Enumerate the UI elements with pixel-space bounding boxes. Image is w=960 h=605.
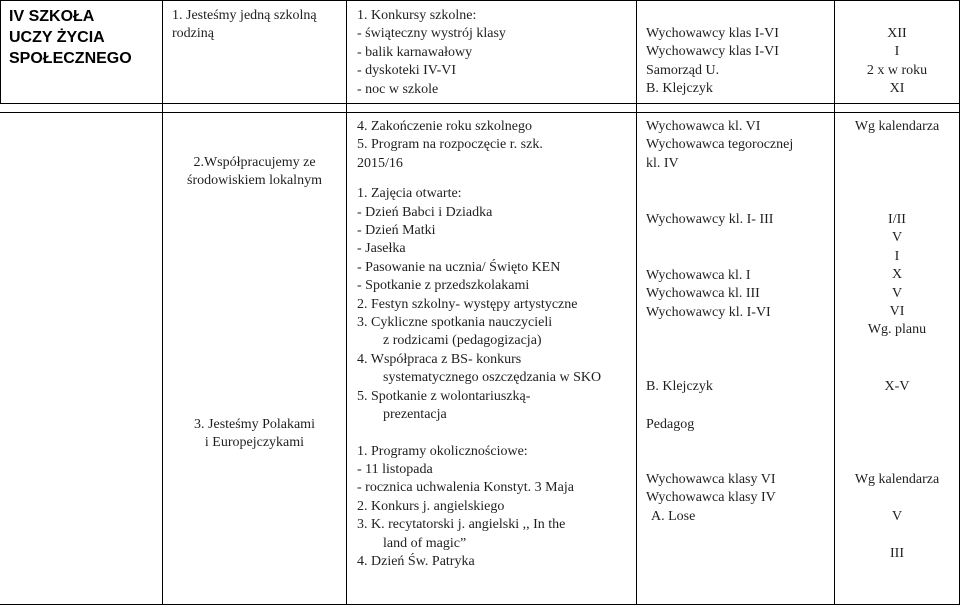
goal-community-cell: 2.Współpracujemy ze środowiskiem lokalnym: [187, 155, 322, 189]
schedule-list: I/II V I X V VI Wg. planu: [867, 212, 927, 338]
school-contests-cell: 1. Konkursy szkolne: - świąteczny wystrój klasy - balik karnawałowy - dyskoteki IV-VI - noc w szkole: [357, 8, 506, 97]
activities-cell: 4. Zakończenie roku szkolnego 5. Program na rozpoczęcie r. szk. 2015/16 1. Zajęcia otwarte: - Dzień Babci i Dziadka - Dzień Matki - Jasełka - Pasowanie na ucznia/ Święto KEN - Spotkanie z przedszkolakami 2. Festyn szkolny- występy artystyczne 3. Cykliczne spotkania nauczycieli z rodzicami (pedagogizacja) 4. Współpraca z BS- konkurs systematycznego oszczędzania w SKO 5. Spotkanie z wolontariuszką- prezentacja 1. Programy okolicznościowe: - 11 listopada - rocznica uchwalenia Konstyt. 3 Maja 2. Konkurs j. angielskiego 3. K. recytatorski j. angielski ,, In the land of magic” 4. Dzień Św. Patryka: [357, 119, 602, 569]
schedule-item: III: [890, 546, 904, 561]
responsible-cell-a: Wychowawca kl. VI Wychowawca tegorocznej kl. IV: [646, 119, 794, 171]
table-border-left: [0, 0, 1, 104]
responsible-cell-r1: Wychowawcy klas I-VI Wychowawcy klas I-VI Samorząd U. B. Klejczyk: [646, 26, 779, 97]
goal-polish-european-cell: 3. Jesteśmy Polakami i Europejczykami: [194, 417, 315, 451]
responsible-cell-c: Wychowawca klasy VI Wychowawca klasy IV A. Lose: [646, 472, 776, 524]
schedule-item: V: [891, 509, 903, 524]
row-divider: [0, 103, 960, 104]
responsible-item: B. Klejczyk: [646, 379, 713, 394]
responsible-list: Wychowawca kl. I Wychowawca kl. III Wychowawcy kl. I-VI: [646, 268, 771, 320]
column-divider: [162, 0, 163, 605]
responsible-item: Wychowawcy kl. I- III: [646, 212, 774, 227]
schedule-cell-r1: XII I 2 x w roku XI: [866, 26, 928, 97]
schedule-item: Wg kalendarza: [854, 119, 940, 134]
goal-family-cell: 1. Jesteśmy jedną szkolną rodziną: [172, 8, 317, 42]
column-divider: [346, 0, 347, 605]
schedule-item: X-V: [884, 379, 910, 394]
schedule-item: Wg kalendarza: [854, 472, 940, 487]
table-border-top: [0, 0, 960, 1]
responsible-item: Pedagog: [646, 417, 695, 432]
school-motto-title: IV SZKOŁA UCZY ŻYCIA SPOŁECZNEGO: [9, 8, 132, 67]
column-divider: [636, 0, 637, 605]
row-divider: [0, 112, 960, 113]
